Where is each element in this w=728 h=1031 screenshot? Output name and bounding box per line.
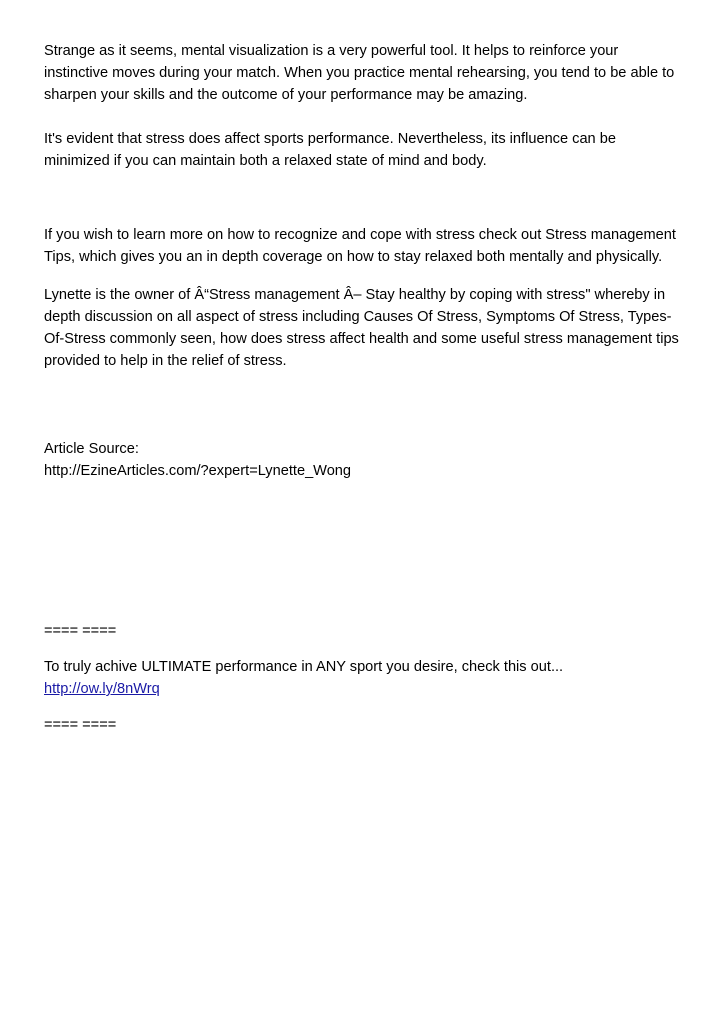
separator-top	[44, 620, 704, 642]
article-source-url[interactable]: http://EzineArticles.com/?expert=Lynette_Wong	[44, 463, 352, 479]
text-line: minimized if you can maintain both a relaxed state of mind and body.	[44, 153, 487, 169]
separator-text: ==== ====	[44, 623, 117, 639]
text-line: sharpen your skills and the outcome of your performance may be amazing.	[44, 87, 528, 103]
article-source	[44, 438, 704, 482]
paragraph-author-bio	[44, 284, 704, 372]
text-line: depth discussion on all aspect of stress including Causes Of Stress, Symptoms Of Stress, Types-	[44, 309, 672, 325]
text-line: If you wish to learn more on how to recognize and cope with stress check out Stress management	[44, 227, 676, 243]
text-line: Strange as it seems, mental visualization is a very powerful tool. It helps to reinforce your	[44, 43, 619, 59]
text-line: instinctive moves during your match. When you practice mental rehearsing, you tend to be able to	[44, 65, 675, 81]
promo-block	[44, 656, 704, 700]
text-line: It's evident that stress does affect sports performance. Nevertheless, its influence can be	[44, 131, 616, 147]
promo-text: To truly achive ULTIMATE performance in ANY sport you desire, check this out...	[44, 659, 564, 675]
paragraph-stress	[44, 128, 704, 172]
separator-bottom	[44, 714, 704, 736]
text-line: Of-Stress commonly seen, how does stress affect health and some useful stress management tips	[44, 331, 679, 347]
text-line: Lynette is the owner of Â“Stress management Â– Stay healthy by coping with stress" whereby in	[44, 287, 666, 303]
article-source-label: Article Source:	[44, 441, 139, 457]
paragraph-visualization	[44, 40, 704, 106]
promo-link[interactable]: http://ow.ly/8nWrq	[44, 681, 160, 697]
paragraph-learn-more	[44, 224, 704, 268]
text-line: provided to help in the relief of stress.	[44, 353, 287, 369]
separator-text: ==== ====	[44, 717, 117, 733]
text-line: Tips, which gives you an in depth coverage on how to stay relaxed both mentally and physically.	[44, 249, 663, 265]
